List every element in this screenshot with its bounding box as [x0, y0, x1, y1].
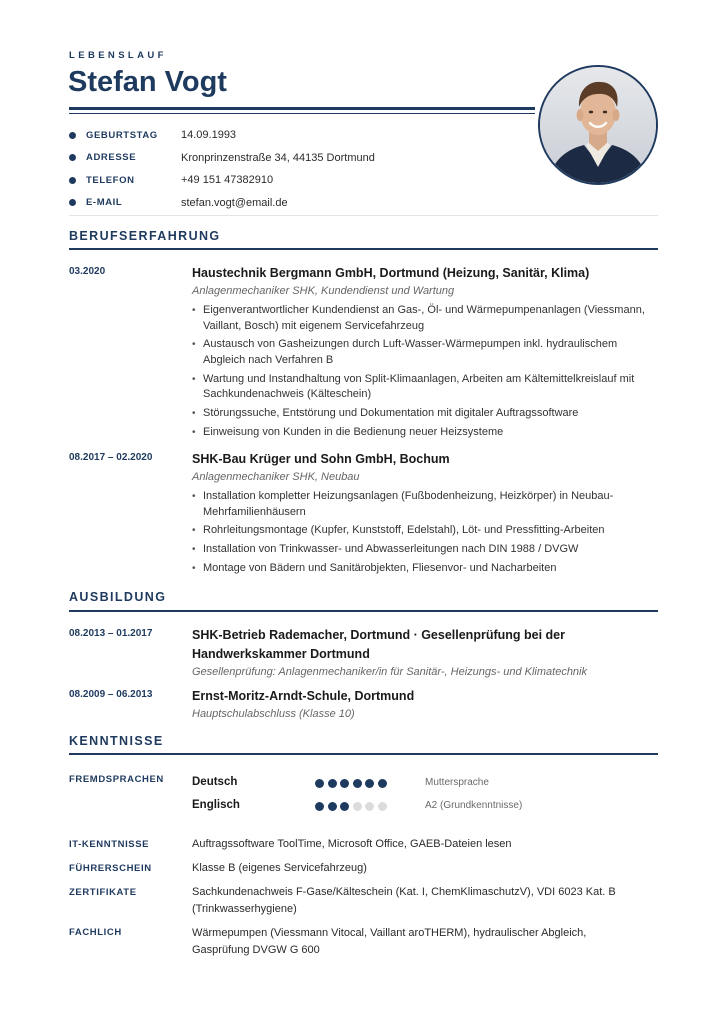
bullet-dot-icon [69, 132, 76, 139]
entry-subtitle: Anlagenmechaniker SHK, Kundendienst und Wartung [192, 285, 455, 297]
skill-label-license: FÜHRERSCHEIN [69, 863, 152, 874]
entry-body [192, 687, 659, 723]
rating-dot-filled-icon [315, 802, 324, 811]
rating-dot-filled-icon [328, 779, 337, 788]
section-title-skills: KENNTNISSE [69, 734, 164, 748]
entry-body [192, 264, 659, 443]
rating-dot-filled-icon [315, 779, 324, 788]
entry-date: 08.2013 – 01.2017 [69, 628, 153, 639]
contact-row-phone [69, 169, 659, 192]
skill-value-certificates: Sachkundenachweis F-Gase/Kälteschein (Kat. I, ChemKlimaschutzV), VDI 6023 Kat. B (Trinkwasserhygiene) [192, 886, 616, 915]
language-level: Muttersprache [425, 777, 489, 788]
language-rating [315, 802, 390, 811]
contact-value: 14.09.1993 [181, 129, 237, 142]
skill-value-technical: Wärmepumpen (Viessmann Vitocal, Vaillant aroTHERM), hydraulischer Abgleich, Gasprüfung DVGW G 600 [192, 927, 587, 956]
bullet-item: • Wartung und Instandhaltung von Split-Klimaanlagen, Arbeiten am Kältemittelkreislauf mit Sachkundenachweis (Kälteschein) [192, 372, 659, 403]
person-name: Stefan Vogt [68, 66, 227, 98]
entry-date: 08.2009 – 06.2013 [69, 689, 153, 700]
language-name: Deutsch [192, 776, 238, 788]
rating-dot-empty-icon [378, 802, 387, 811]
entry-title: Ernst-Moritz-Arndt-Schule, Dortmund [192, 689, 415, 703]
entry-subtitle: Gesellenprüfung: Anlagenmechaniker/in für Sanitär-, Heizungs- und Klimatechnik [192, 666, 587, 678]
entry-date: 03.2020 [69, 266, 106, 277]
bullet-dot-icon [69, 199, 76, 206]
bullet-dot-icon [69, 154, 76, 161]
bullet-item: • Eigenverantwortlicher Kundendienst an Gas-, Öl- und Wärmepumpenanlagen (Viessmann, Vaillant, Bosch) mit eigenem Servicefahrzeug [192, 303, 659, 334]
entry-bullets [192, 489, 659, 576]
section-title-education: AUSBILDUNG [69, 590, 167, 604]
contact-list [69, 124, 659, 214]
bullet-item: • Einweisung von Kunden in die Bedienung neuer Heizsysteme [192, 425, 659, 441]
skill-value-it: Auftragssoftware ToolTime, Microsoft Office, GAEB-Dateien lesen [192, 838, 512, 850]
contact-row-birthday [69, 124, 659, 147]
contact-row-address [69, 147, 659, 170]
language-name: Englisch [192, 799, 240, 811]
contact-label: GEBURTSTAG [86, 129, 158, 141]
entry-title: Haustechnik Bergmann GmbH, Dortmund (Heizung, Sanitär, Klima) [192, 266, 590, 280]
header-rule-thin [69, 113, 535, 114]
entry-body [192, 450, 659, 580]
section-rule-skills [69, 753, 658, 755]
entry-date: 08.2017 – 02.2020 [69, 452, 153, 463]
rating-dot-filled-icon [378, 779, 387, 788]
skill-value-license: Klasse B (eigenes Servicefahrzeug) [192, 862, 367, 874]
document-eyebrow: LEBENSLAUF [69, 50, 167, 61]
rating-dot-empty-icon [353, 802, 362, 811]
contact-label: E-MAIL [86, 197, 123, 209]
section-title-experience: BERUFSERFAHRUNG [69, 229, 221, 243]
skill-label-it: IT-KENNTNISSE [69, 839, 150, 850]
entry-title: SHK-Betrieb Rademacher, Dortmund · Gesellenprüfung bei der Handwerkskammer Dortmund [192, 628, 565, 661]
entry-title: SHK-Bau Krüger und Sohn GmbH, Bochum [192, 452, 450, 466]
bullet-dot-icon [69, 177, 76, 184]
rating-dot-filled-icon [340, 779, 349, 788]
entry-subtitle: Hauptschulabschluss (Klasse 10) [192, 708, 355, 720]
bullet-item: • Störungssuche, Entstörung und Dokumentation mit digitaler Auftragssoftware [192, 406, 659, 422]
contact-row-email [69, 192, 659, 215]
section-rule-experience [69, 248, 658, 250]
rating-dot-filled-icon [353, 779, 362, 788]
bullet-item: • Rohrleitungsmontage (Kupfer, Kunststoff, Edelstahl), Löt- und Pressfitting-Arbeiten [192, 523, 659, 539]
section-rule-education [69, 610, 658, 612]
contact-value: Kronprinzenstraße 34, 44135 Dortmund [181, 151, 375, 164]
rating-dot-filled-icon [340, 802, 349, 811]
skill-label-certificates: ZERTIFIKATE [69, 887, 137, 898]
rating-dot-filled-icon [365, 779, 374, 788]
header-rule-thick [69, 107, 535, 110]
skill-label-languages: FREMDSPRACHEN [69, 774, 164, 785]
contact-label: ADRESSE [86, 152, 137, 164]
skill-label-technical: FACHLICH [69, 927, 122, 938]
entry-bullets [192, 303, 659, 440]
rating-dot-empty-icon [365, 802, 374, 811]
contact-value[interactable]: stefan.vogt@email.de [181, 196, 288, 209]
entry-body [192, 626, 659, 681]
language-rating [315, 779, 390, 788]
bullet-item: • Montage von Bädern und Sanitärobjekten, Fliesenvor- und Nacharbeiten [192, 561, 659, 577]
language-level: A2 (Grundkenntnisse) [425, 800, 523, 811]
contact-divider [69, 215, 658, 216]
contact-label: TELEFON [86, 174, 135, 186]
rating-dot-filled-icon [328, 802, 337, 811]
contact-value: +49 151 47382910 [181, 174, 274, 187]
bullet-item: • Installation von Trinkwasser- und Abwasserleitungen nach DIN 1988 / DVGW [192, 542, 659, 558]
entry-subtitle: Anlagenmechaniker SHK, Neubau [192, 471, 360, 483]
bullet-item: • Installation kompletter Heizungsanlagen (Fußbodenheizung, Heizkörper) in Neubau-Mehrfamilienhäusern [192, 489, 659, 520]
bullet-item: • Austausch von Gasheizungen durch Luft-Wasser-Wärmepumpen inkl. hydraulischem Abgleich nach Verfahren B [192, 337, 659, 368]
